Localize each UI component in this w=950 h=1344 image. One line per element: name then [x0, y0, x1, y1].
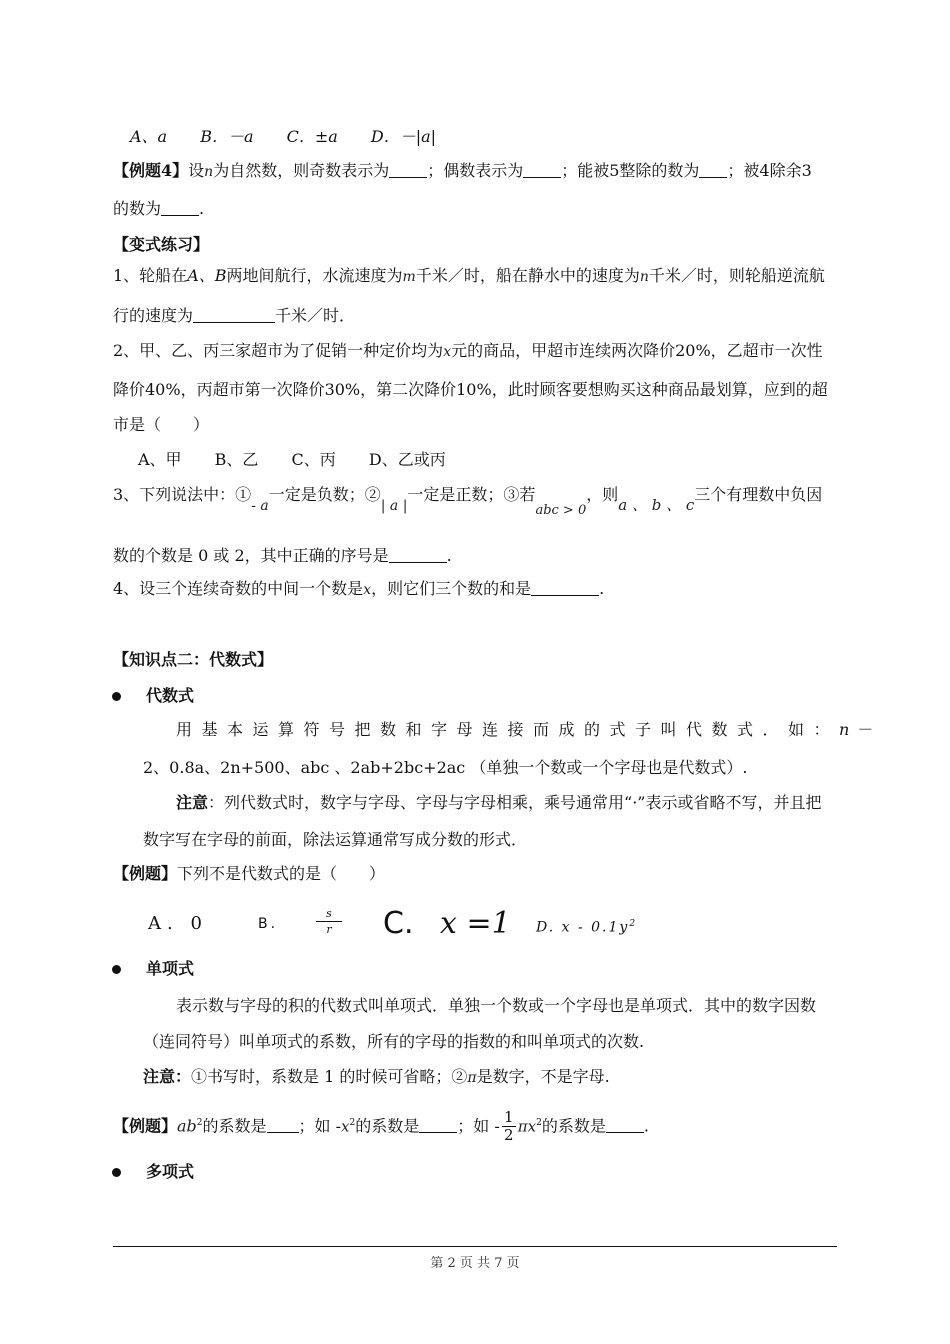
page-footer: 第 2 页 共 7 页	[430, 1256, 520, 1271]
example2-line	[113, 1108, 837, 1148]
answer-blank[interactable]	[267, 1116, 299, 1133]
q2-option-d: D、乙或丙	[368, 450, 446, 469]
q3-line1	[113, 484, 837, 518]
text: 用基本运算符号把数和字母连接而成的式子叫代数式．如：	[176, 720, 840, 739]
text: ，则	[586, 485, 619, 504]
answer-blank[interactable]	[606, 1116, 644, 1133]
ex-option-d-sup: 2	[629, 919, 638, 929]
variant-heading: 【变式练习】	[113, 235, 210, 254]
kp2-heading: 【知识点二：代数式】	[113, 650, 274, 669]
answer-blank[interactable]	[419, 1116, 457, 1133]
def-line1	[176, 719, 874, 741]
q3-line2	[113, 545, 837, 567]
text: 元的商品，甲超市连续两次降价20%，乙超市一次性	[451, 341, 823, 360]
example-options	[113, 904, 837, 944]
var-n: n	[639, 269, 649, 285]
bullet-icon	[112, 1168, 121, 1177]
text: 3、下列说法中：①	[113, 485, 252, 504]
ex-option-a: A. 0	[148, 913, 208, 934]
example-line	[113, 863, 837, 885]
ex-option-c-expr: x =1	[440, 906, 511, 941]
answer-blank[interactable]	[193, 306, 275, 323]
text: 2、甲、乙、丙三家超市为了促销一种定价均为	[113, 341, 444, 360]
text: 的系数是	[355, 1116, 420, 1136]
var-x: x	[443, 344, 452, 360]
text: 一定是正数；③若	[407, 485, 536, 504]
math-ab2: ab	[177, 1116, 197, 1136]
text: 下列不是代数式的是（ ）	[177, 864, 386, 883]
example-tag: 【例题】	[113, 864, 178, 883]
answer-blank[interactable]	[523, 161, 561, 178]
math-neg-a: - a	[251, 498, 269, 514]
text: 为自然数，则奇数表示为	[213, 161, 390, 180]
text: 的系数是	[202, 1116, 267, 1136]
text: 设	[188, 161, 205, 180]
q2-line1	[113, 340, 837, 363]
text: 千米／时，船在静水中的速度为	[415, 266, 640, 285]
mono-line2: （连同符号）叫单项式的系数，所有的字母的指数的和叫单项式的次数.	[143, 1032, 645, 1051]
option-b: B．－a	[200, 127, 254, 146]
mono-line1: 表示数与字母的积的代数式叫单项式．单独一个数或一个字母也是单项式．其中的数字因数	[176, 996, 817, 1015]
answer-blank[interactable]	[389, 161, 427, 178]
var-n: n	[204, 164, 214, 180]
note-label: 注意	[176, 793, 209, 812]
q1-line1	[113, 265, 837, 288]
ex-option-d-text: D. x - 0.1y	[536, 919, 630, 936]
var-m: m	[402, 269, 416, 285]
note-line2: 数字写在字母的前面，除法运算通常写成分数的形式．	[143, 830, 528, 849]
sub-heading-polynomial: 多项式	[146, 1162, 195, 1181]
text: 数的个数是 0 或 2，其中正确的序号是	[113, 546, 389, 565]
math-fraction	[502, 1109, 516, 1144]
bullet-icon	[112, 692, 121, 701]
math-abc-vars: a 、 b 、 c	[618, 496, 695, 514]
ex-option-d	[536, 904, 637, 948]
text: 两地间航行，水流速度为	[226, 266, 403, 285]
text: ；偶数表示为	[427, 161, 524, 180]
math-abs-a: | a |	[380, 498, 408, 514]
footer-rule	[113, 1246, 837, 1247]
example4-line1	[113, 160, 837, 183]
text: .	[599, 579, 605, 598]
def-line2: 2、0.8a、2n+500、abc 、2ab+2bc+2ac （单独一个数或一个字母也是代数式）.	[143, 758, 748, 777]
math-abc: abc > 0	[535, 503, 587, 518]
sub-heading-monomial: 单项式	[146, 959, 195, 978]
text: .	[199, 199, 205, 218]
fraction-num: 1	[503, 1108, 514, 1127]
text: 千米／时．	[275, 306, 356, 325]
var-x: x	[363, 582, 372, 598]
text: ；如 -	[457, 1116, 500, 1136]
math-pix2: πx	[517, 1117, 537, 1136]
option-a: A、a	[130, 127, 168, 146]
fraction-bar	[316, 921, 342, 922]
example4-tag: 【例题4】	[113, 161, 189, 180]
text: 是数字，不是字母.	[476, 1067, 610, 1086]
text: ，则它们三个数的和是	[371, 579, 532, 598]
text: 的系数是	[541, 1116, 606, 1136]
q1-line2	[113, 305, 837, 327]
text: －	[857, 720, 874, 739]
text: 千米／时，则轮船逆流航	[648, 266, 825, 285]
option-d: D．－|a|	[370, 127, 437, 146]
text: 三个有理数中负因	[694, 485, 823, 504]
text: .	[643, 1116, 649, 1136]
q4-line	[113, 578, 837, 601]
q2-line2: 降价40%，丙超市第一次降价30%，第二次降价10%，此时顾客要想购买这种商品最划算，应到的超	[113, 380, 828, 399]
text: 1、轮船在	[113, 266, 188, 285]
pi-symbol: π	[467, 1070, 477, 1086]
mono-note-label: 注意：	[143, 1067, 192, 1086]
sup: 2	[349, 1118, 356, 1128]
ex-option-b-fraction	[316, 908, 342, 935]
text: .	[446, 546, 452, 565]
var-n: n	[839, 720, 850, 739]
answer-blank[interactable]	[699, 161, 727, 178]
text: ；如 -	[298, 1116, 342, 1136]
q2-option-a: A、甲	[138, 450, 182, 469]
ex-option-b: B.	[258, 916, 279, 932]
text: ：列代数式时，数字与字母、字母与字母相乘，乘号通常用“·”表示或省略不写，并且把	[208, 793, 822, 812]
q2-options	[138, 449, 837, 471]
text: ①书写时，系数是 1 的时候可省略；②	[191, 1067, 468, 1086]
answer-blank[interactable]	[531, 579, 599, 596]
text: A、B	[187, 266, 227, 285]
note-line1	[176, 792, 837, 814]
example2-tag: 【例题】	[113, 1116, 178, 1136]
fraction-den: 2	[503, 1126, 514, 1145]
q2-line3: 市是（ ）	[113, 415, 210, 434]
ex-option-c-label: C.	[383, 906, 414, 941]
text: 一定是负数；②	[268, 485, 381, 504]
top-options	[130, 126, 837, 148]
math-x2: x	[341, 1117, 350, 1136]
mono-note	[143, 1066, 837, 1089]
q2-option-b: B、乙	[214, 450, 259, 469]
fraction-den: r	[326, 923, 332, 936]
text: 的数为	[113, 199, 162, 218]
text: ；能被5整除的数为	[561, 161, 700, 180]
sub-heading-algebraic: 代数式	[146, 686, 195, 705]
answer-blank[interactable]	[161, 199, 199, 216]
text: ；被4除余3	[727, 161, 812, 180]
bullet-icon	[112, 965, 121, 974]
answer-blank[interactable]	[389, 546, 447, 563]
sup: 2	[536, 1118, 542, 1128]
text: 4、设三个连续奇数的中间一个数是	[113, 579, 364, 598]
q2-option-c: C、丙	[291, 450, 336, 469]
option-c: C．±a	[286, 127, 338, 146]
fraction-num: s	[326, 907, 332, 920]
text: 行的速度为	[113, 306, 194, 325]
sup: 2	[196, 1118, 203, 1128]
example4-line2	[113, 198, 837, 220]
